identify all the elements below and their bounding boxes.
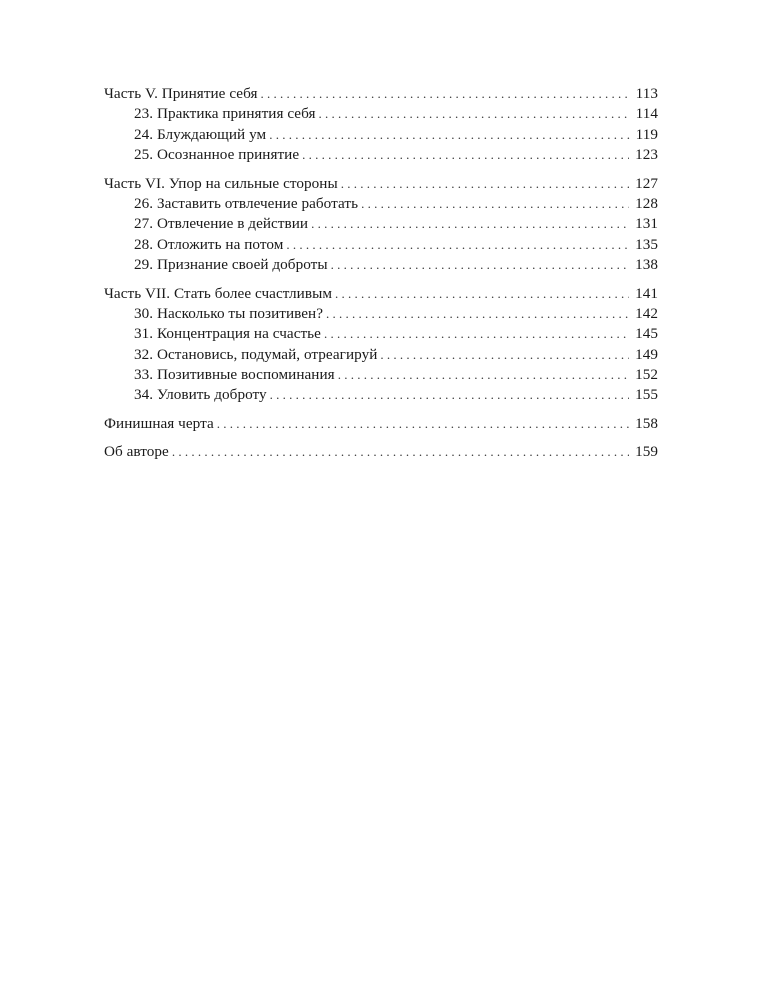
toc-chapter-entry[interactable]	[104, 255, 658, 275]
toc-section	[104, 442, 658, 462]
toc-section	[104, 284, 658, 406]
toc-entry-title: 33. Позитивные воспоминания	[134, 366, 335, 384]
dot-leader	[331, 255, 629, 275]
dot-leader	[361, 194, 629, 214]
toc-page-number: 152	[635, 366, 658, 384]
toc-entry-title: 29. Признание своей доброты	[134, 256, 328, 274]
dot-leader	[341, 174, 629, 194]
dot-leader	[324, 324, 629, 344]
toc-page-number: 142	[635, 304, 658, 322]
toc-chapter-entry[interactable]	[104, 145, 658, 165]
toc-entry-title: Об авторе	[104, 443, 169, 461]
toc-page-number: 149	[635, 345, 658, 363]
toc-chapter-entry[interactable]	[104, 194, 658, 214]
toc-page-number: 113	[635, 85, 658, 102]
toc-page-number: 138	[635, 256, 658, 274]
toc-page-number: 155	[635, 386, 658, 404]
dot-leader	[261, 84, 630, 104]
toc-part-entry[interactable]	[104, 442, 658, 462]
toc-chapter-entry[interactable]	[104, 365, 658, 385]
dot-leader	[326, 304, 629, 324]
toc-entry-title: 34. Уловить доброту	[134, 386, 267, 404]
dot-leader	[270, 385, 629, 405]
toc-part-entry[interactable]	[104, 284, 658, 304]
toc-entry-title: 32. Остановись, подумай, отреагируй	[134, 345, 378, 363]
toc-page-number: 127	[635, 174, 658, 192]
toc-entry-title: Часть V. Принятие себя	[104, 85, 258, 102]
toc-page-number: 145	[635, 325, 658, 343]
toc-section	[104, 414, 658, 434]
toc-chapter-entry[interactable]	[104, 324, 658, 344]
toc-chapter-entry[interactable]	[104, 104, 658, 124]
toc-page-number: 131	[635, 215, 658, 233]
toc-page-number: 119	[635, 125, 658, 143]
toc-page-number: 123	[635, 146, 658, 164]
toc-page-number: 135	[635, 235, 658, 253]
toc-part-entry[interactable]	[104, 174, 658, 194]
dot-leader	[338, 365, 629, 385]
dot-leader	[269, 125, 629, 145]
toc-entry-title: Финишная черта	[104, 414, 214, 432]
dot-leader	[319, 104, 630, 124]
toc-entry-title: 24. Блуждающий ум	[134, 125, 267, 143]
toc-entry-title: 27. Отвлечение в действии	[134, 215, 309, 233]
toc-chapter-entry[interactable]	[104, 385, 658, 405]
toc-page-number: 159	[635, 443, 658, 461]
toc-chapter-entry[interactable]	[104, 304, 658, 324]
toc-entry-title: 26. Заставить отвлечение работать	[134, 194, 359, 212]
toc-section	[104, 174, 658, 276]
dot-leader	[335, 284, 629, 304]
table-of-contents	[104, 84, 658, 471]
toc-entry-title: Часть VI. Упор на сильные стороны	[104, 174, 338, 192]
toc-chapter-entry[interactable]	[104, 125, 658, 145]
dot-leader	[311, 214, 629, 234]
toc-page-number: 128	[635, 194, 658, 212]
toc-part-entry[interactable]	[104, 414, 658, 434]
toc-entry-title: 31. Концентрация на счастье	[134, 325, 321, 343]
toc-entry-title: 30. Насколько ты позитивен?	[134, 304, 324, 322]
toc-section	[104, 84, 658, 166]
dot-leader	[380, 345, 629, 365]
toc-part-entry[interactable]	[104, 84, 658, 104]
toc-entry-title: Часть VII. Стать более счастливым	[104, 284, 332, 302]
toc-chapter-entry[interactable]	[104, 235, 658, 255]
dot-leader	[172, 442, 629, 462]
dot-leader	[286, 235, 629, 255]
toc-page-number: 141	[635, 284, 658, 302]
toc-chapter-entry[interactable]	[104, 345, 658, 365]
toc-page-number: 158	[635, 414, 658, 432]
dot-leader	[302, 145, 629, 165]
toc-page-number: 114	[635, 105, 658, 123]
toc-chapter-entry[interactable]	[104, 214, 658, 234]
toc-entry-title: 28. Отложить на потом	[134, 235, 284, 253]
dot-leader	[217, 414, 629, 434]
toc-entry-title: 25. Осознанное принятие	[134, 146, 300, 164]
toc-entry-title: 23. Практика принятия себя	[134, 105, 316, 123]
